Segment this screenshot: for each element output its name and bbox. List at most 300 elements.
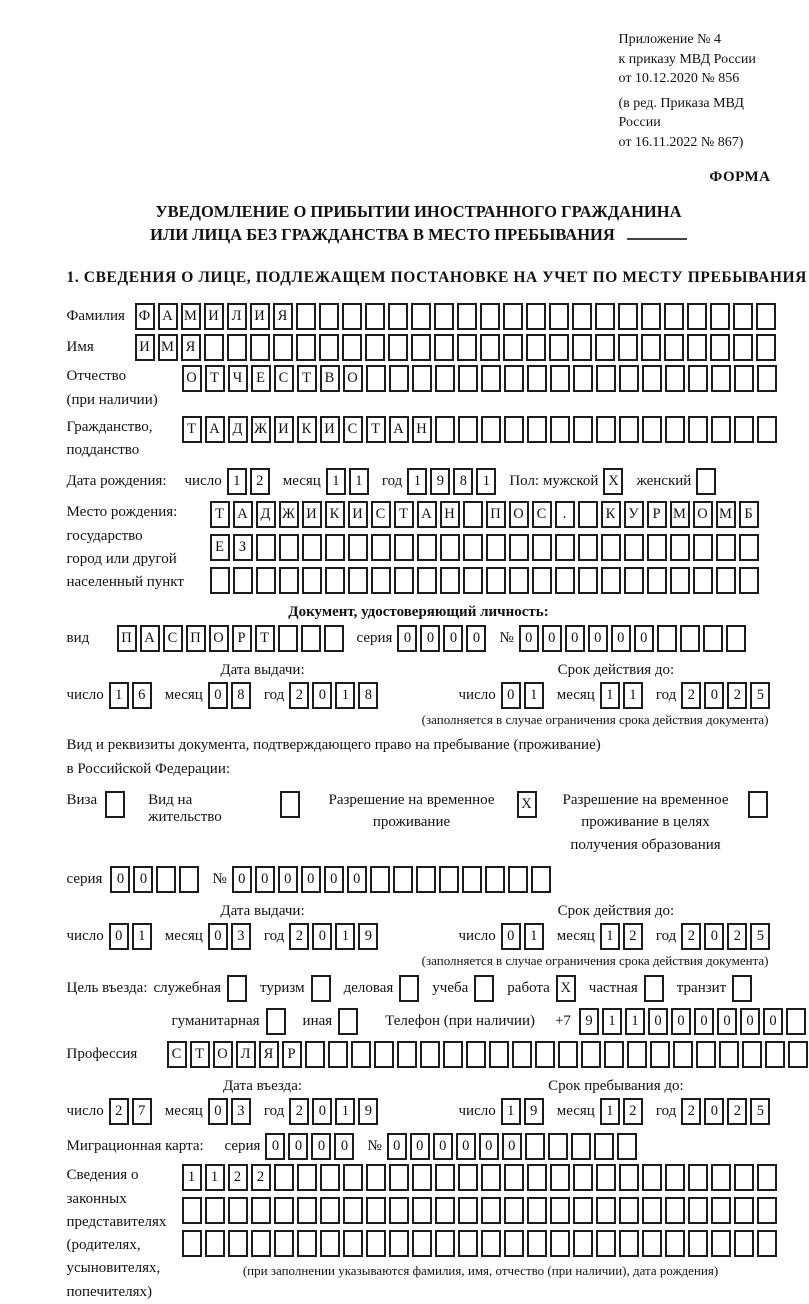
char-box[interactable]: Я bbox=[181, 334, 201, 361]
char-box[interactable] bbox=[503, 303, 523, 330]
char-box[interactable]: 0 bbox=[704, 923, 724, 950]
char-box[interactable] bbox=[348, 534, 368, 561]
char-box[interactable]: 1 bbox=[625, 1008, 645, 1035]
char-box[interactable] bbox=[435, 416, 455, 443]
char-box[interactable] bbox=[527, 416, 547, 443]
char-box[interactable] bbox=[733, 303, 753, 330]
char-box[interactable] bbox=[274, 1230, 294, 1257]
char-box[interactable]: 0 bbox=[109, 923, 129, 950]
char-box[interactable] bbox=[532, 567, 552, 594]
char-box[interactable] bbox=[647, 567, 667, 594]
char-box[interactable] bbox=[526, 334, 546, 361]
char-box[interactable]: 1 bbox=[600, 682, 620, 709]
char-box[interactable] bbox=[641, 334, 661, 361]
char-box[interactable] bbox=[204, 334, 224, 361]
char-box[interactable]: И bbox=[302, 501, 322, 528]
char-box[interactable] bbox=[434, 334, 454, 361]
char-box[interactable] bbox=[411, 334, 431, 361]
char-box[interactable]: 0 bbox=[208, 682, 228, 709]
char-box[interactable] bbox=[486, 534, 506, 561]
char-box[interactable]: Ж bbox=[251, 416, 271, 443]
char-box[interactable]: С bbox=[274, 365, 294, 392]
char-box[interactable] bbox=[572, 334, 592, 361]
char-box[interactable] bbox=[388, 303, 408, 330]
char-box[interactable] bbox=[435, 1197, 455, 1224]
char-box[interactable] bbox=[366, 1164, 386, 1191]
char-box[interactable] bbox=[687, 334, 707, 361]
char-box[interactable]: 0 bbox=[278, 866, 298, 893]
char-box[interactable] bbox=[550, 1230, 570, 1257]
char-box[interactable] bbox=[594, 1133, 614, 1160]
char-box[interactable]: 1 bbox=[600, 923, 620, 950]
char-box[interactable]: А bbox=[389, 416, 409, 443]
char-box[interactable] bbox=[627, 1041, 647, 1068]
char-box[interactable] bbox=[647, 534, 667, 561]
char-box[interactable] bbox=[481, 365, 501, 392]
char-box[interactable] bbox=[573, 365, 593, 392]
char-box[interactable] bbox=[555, 567, 575, 594]
char-box[interactable] bbox=[550, 365, 570, 392]
char-box[interactable] bbox=[527, 365, 547, 392]
char-box[interactable] bbox=[251, 1230, 271, 1257]
char-box[interactable] bbox=[462, 866, 482, 893]
char-box[interactable] bbox=[394, 534, 414, 561]
char-box[interactable] bbox=[711, 1197, 731, 1224]
char-box[interactable] bbox=[302, 534, 322, 561]
char-box[interactable]: 1 bbox=[602, 1008, 622, 1035]
char-box[interactable]: Р bbox=[647, 501, 667, 528]
char-box[interactable]: 2 bbox=[228, 1164, 248, 1191]
char-box[interactable] bbox=[596, 365, 616, 392]
char-box[interactable] bbox=[366, 1197, 386, 1224]
char-box[interactable] bbox=[531, 866, 551, 893]
char-box[interactable]: 0 bbox=[312, 1098, 332, 1125]
char-box[interactable]: X bbox=[556, 975, 576, 1002]
char-box[interactable] bbox=[548, 1133, 568, 1160]
char-box[interactable] bbox=[549, 303, 569, 330]
char-box[interactable]: 0 bbox=[443, 625, 463, 652]
char-box[interactable]: 0 bbox=[311, 1133, 331, 1160]
char-box[interactable] bbox=[311, 975, 331, 1002]
char-box[interactable]: 0 bbox=[232, 866, 252, 893]
char-box[interactable] bbox=[351, 1041, 371, 1068]
char-box[interactable] bbox=[389, 1164, 409, 1191]
char-box[interactable] bbox=[156, 866, 176, 893]
char-box[interactable] bbox=[617, 1133, 637, 1160]
char-box[interactable]: 2 bbox=[109, 1098, 129, 1125]
char-box[interactable] bbox=[489, 1041, 509, 1068]
char-box[interactable] bbox=[301, 625, 321, 652]
char-box[interactable]: 9 bbox=[524, 1098, 544, 1125]
char-box[interactable] bbox=[512, 1041, 532, 1068]
char-box[interactable]: 0 bbox=[324, 866, 344, 893]
char-box[interactable] bbox=[179, 866, 199, 893]
char-box[interactable]: 0 bbox=[565, 625, 585, 652]
char-box[interactable]: 1 bbox=[501, 1098, 521, 1125]
char-box[interactable] bbox=[342, 334, 362, 361]
char-box[interactable]: И bbox=[135, 334, 155, 361]
char-box[interactable] bbox=[765, 1041, 785, 1068]
char-box[interactable]: 2 bbox=[727, 1098, 747, 1125]
char-box[interactable] bbox=[624, 534, 644, 561]
char-box[interactable]: 0 bbox=[410, 1133, 430, 1160]
char-box[interactable] bbox=[596, 416, 616, 443]
char-box[interactable] bbox=[182, 1230, 202, 1257]
char-box[interactable]: Т bbox=[190, 1041, 210, 1068]
char-box[interactable]: 0 bbox=[208, 923, 228, 950]
char-box[interactable] bbox=[439, 866, 459, 893]
char-box[interactable]: Т bbox=[297, 365, 317, 392]
char-box[interactable] bbox=[343, 1230, 363, 1257]
char-box[interactable]: 9 bbox=[430, 468, 450, 495]
char-box[interactable] bbox=[274, 1164, 294, 1191]
char-box[interactable]: З bbox=[233, 534, 253, 561]
char-box[interactable] bbox=[688, 365, 708, 392]
char-box[interactable] bbox=[673, 1041, 693, 1068]
char-box[interactable] bbox=[696, 1041, 716, 1068]
char-box[interactable] bbox=[365, 303, 385, 330]
char-box[interactable] bbox=[665, 1197, 685, 1224]
char-box[interactable] bbox=[504, 1197, 524, 1224]
char-box[interactable]: 1 bbox=[227, 468, 247, 495]
char-box[interactable]: К bbox=[297, 416, 317, 443]
char-box[interactable]: 2 bbox=[727, 923, 747, 950]
char-box[interactable] bbox=[328, 1041, 348, 1068]
char-box[interactable] bbox=[657, 625, 677, 652]
char-box[interactable] bbox=[710, 303, 730, 330]
char-box[interactable] bbox=[389, 1230, 409, 1257]
char-box[interactable]: Ч bbox=[228, 365, 248, 392]
char-box[interactable] bbox=[786, 1008, 806, 1035]
char-box[interactable] bbox=[366, 365, 386, 392]
char-box[interactable] bbox=[266, 1008, 286, 1035]
char-box[interactable] bbox=[320, 1164, 340, 1191]
char-box[interactable]: М bbox=[181, 303, 201, 330]
char-box[interactable] bbox=[371, 567, 391, 594]
char-box[interactable] bbox=[703, 625, 723, 652]
char-box[interactable]: 0 bbox=[301, 866, 321, 893]
char-box[interactable] bbox=[486, 567, 506, 594]
char-box[interactable]: 1 bbox=[335, 1098, 355, 1125]
char-box[interactable] bbox=[435, 1230, 455, 1257]
char-box[interactable] bbox=[757, 1230, 777, 1257]
char-box[interactable] bbox=[412, 365, 432, 392]
char-box[interactable] bbox=[581, 1041, 601, 1068]
char-box[interactable]: 0 bbox=[347, 866, 367, 893]
char-box[interactable] bbox=[526, 303, 546, 330]
char-box[interactable]: 0 bbox=[501, 923, 521, 950]
char-box[interactable] bbox=[734, 365, 754, 392]
char-box[interactable] bbox=[458, 365, 478, 392]
char-box[interactable] bbox=[527, 1230, 547, 1257]
char-box[interactable] bbox=[619, 365, 639, 392]
char-box[interactable]: Н bbox=[412, 416, 432, 443]
char-box[interactable] bbox=[757, 365, 777, 392]
char-box[interactable] bbox=[397, 1041, 417, 1068]
char-box[interactable] bbox=[618, 334, 638, 361]
char-box[interactable] bbox=[466, 1041, 486, 1068]
char-box[interactable] bbox=[227, 975, 247, 1002]
char-box[interactable]: 0 bbox=[634, 625, 654, 652]
char-box[interactable] bbox=[256, 567, 276, 594]
char-box[interactable] bbox=[734, 1164, 754, 1191]
char-box[interactable] bbox=[480, 303, 500, 330]
char-box[interactable]: 0 bbox=[740, 1008, 760, 1035]
char-box[interactable] bbox=[642, 416, 662, 443]
char-box[interactable] bbox=[642, 1164, 662, 1191]
char-box[interactable] bbox=[739, 567, 759, 594]
char-box[interactable]: И bbox=[204, 303, 224, 330]
char-box[interactable] bbox=[525, 1133, 545, 1160]
char-box[interactable] bbox=[555, 534, 575, 561]
char-box[interactable] bbox=[504, 365, 524, 392]
char-box[interactable]: Ж bbox=[279, 501, 299, 528]
char-box[interactable]: 1 bbox=[109, 682, 129, 709]
char-box[interactable]: 0 bbox=[288, 1133, 308, 1160]
char-box[interactable] bbox=[319, 303, 339, 330]
char-box[interactable] bbox=[412, 1197, 432, 1224]
char-box[interactable]: 0 bbox=[433, 1133, 453, 1160]
char-box[interactable] bbox=[343, 1164, 363, 1191]
char-box[interactable]: Е bbox=[251, 365, 271, 392]
char-box[interactable]: 9 bbox=[358, 923, 378, 950]
char-box[interactable]: 0 bbox=[502, 1133, 522, 1160]
char-box[interactable]: М bbox=[670, 501, 690, 528]
char-box[interactable]: 1 bbox=[407, 468, 427, 495]
char-box[interactable]: 0 bbox=[110, 866, 130, 893]
char-box[interactable] bbox=[624, 567, 644, 594]
char-box[interactable] bbox=[343, 1197, 363, 1224]
char-box[interactable]: 7 bbox=[132, 1098, 152, 1125]
char-box[interactable]: С bbox=[343, 416, 363, 443]
char-box[interactable] bbox=[665, 416, 685, 443]
char-box[interactable] bbox=[572, 303, 592, 330]
char-box[interactable]: 2 bbox=[289, 923, 309, 950]
char-box[interactable]: 0 bbox=[420, 625, 440, 652]
char-box[interactable] bbox=[601, 567, 621, 594]
char-box[interactable]: 2 bbox=[681, 1098, 701, 1125]
char-box[interactable] bbox=[550, 1197, 570, 1224]
char-box[interactable]: 0 bbox=[519, 625, 539, 652]
char-box[interactable] bbox=[670, 567, 690, 594]
char-box[interactable]: Д bbox=[228, 416, 248, 443]
char-box[interactable]: А bbox=[158, 303, 178, 330]
char-box[interactable]: С bbox=[532, 501, 552, 528]
char-box[interactable]: Т bbox=[205, 365, 225, 392]
char-box[interactable] bbox=[642, 1230, 662, 1257]
char-box[interactable] bbox=[233, 567, 253, 594]
char-box[interactable]: И bbox=[250, 303, 270, 330]
char-box[interactable] bbox=[388, 334, 408, 361]
char-box[interactable] bbox=[733, 334, 753, 361]
char-box[interactable]: 2 bbox=[250, 468, 270, 495]
char-box[interactable] bbox=[710, 334, 730, 361]
char-box[interactable]: 0 bbox=[648, 1008, 668, 1035]
char-box[interactable] bbox=[688, 1230, 708, 1257]
char-box[interactable] bbox=[435, 1164, 455, 1191]
char-box[interactable]: 0 bbox=[255, 866, 275, 893]
char-box[interactable]: Л bbox=[227, 303, 247, 330]
char-box[interactable] bbox=[734, 1197, 754, 1224]
char-box[interactable]: 1 bbox=[623, 682, 643, 709]
char-box[interactable] bbox=[348, 567, 368, 594]
char-box[interactable] bbox=[734, 1230, 754, 1257]
char-box[interactable]: О bbox=[213, 1041, 233, 1068]
char-box[interactable]: 0 bbox=[501, 682, 521, 709]
char-box[interactable] bbox=[205, 1230, 225, 1257]
char-box[interactable]: Т bbox=[255, 625, 275, 652]
char-box[interactable]: О bbox=[343, 365, 363, 392]
char-box[interactable]: Ф bbox=[135, 303, 155, 330]
char-box[interactable] bbox=[389, 365, 409, 392]
char-box[interactable] bbox=[305, 1041, 325, 1068]
char-box[interactable]: 1 bbox=[205, 1164, 225, 1191]
char-box[interactable] bbox=[619, 416, 639, 443]
char-box[interactable]: А bbox=[205, 416, 225, 443]
char-box[interactable] bbox=[688, 1164, 708, 1191]
char-box[interactable]: Л bbox=[236, 1041, 256, 1068]
char-box[interactable]: 5 bbox=[750, 1098, 770, 1125]
char-box[interactable] bbox=[227, 334, 247, 361]
char-box[interactable]: С bbox=[167, 1041, 187, 1068]
char-box[interactable] bbox=[742, 1041, 762, 1068]
char-box[interactable] bbox=[365, 334, 385, 361]
char-box[interactable] bbox=[693, 567, 713, 594]
char-box[interactable] bbox=[687, 303, 707, 330]
char-box[interactable] bbox=[435, 365, 455, 392]
char-box[interactable] bbox=[278, 625, 298, 652]
char-box[interactable] bbox=[280, 791, 300, 818]
char-box[interactable]: 0 bbox=[479, 1133, 499, 1160]
char-box[interactable]: Д bbox=[256, 501, 276, 528]
char-box[interactable] bbox=[696, 468, 716, 495]
char-box[interactable] bbox=[578, 501, 598, 528]
char-box[interactable]: 1 bbox=[600, 1098, 620, 1125]
char-box[interactable]: О bbox=[693, 501, 713, 528]
char-box[interactable]: Б bbox=[739, 501, 759, 528]
char-box[interactable] bbox=[573, 1197, 593, 1224]
char-box[interactable] bbox=[527, 1164, 547, 1191]
char-box[interactable]: 2 bbox=[289, 1098, 309, 1125]
char-box[interactable] bbox=[296, 334, 316, 361]
char-box[interactable] bbox=[596, 1197, 616, 1224]
char-box[interactable] bbox=[664, 303, 684, 330]
char-box[interactable] bbox=[481, 1197, 501, 1224]
char-box[interactable]: 2 bbox=[623, 923, 643, 950]
char-box[interactable]: О bbox=[209, 625, 229, 652]
char-box[interactable] bbox=[443, 1041, 463, 1068]
char-box[interactable] bbox=[504, 1230, 524, 1257]
char-box[interactable]: 0 bbox=[611, 625, 631, 652]
char-box[interactable] bbox=[320, 1197, 340, 1224]
char-box[interactable] bbox=[604, 1041, 624, 1068]
char-box[interactable]: 2 bbox=[623, 1098, 643, 1125]
char-box[interactable] bbox=[650, 1041, 670, 1068]
char-box[interactable]: 1 bbox=[335, 923, 355, 950]
char-box[interactable]: К bbox=[601, 501, 621, 528]
char-box[interactable] bbox=[734, 416, 754, 443]
char-box[interactable] bbox=[325, 534, 345, 561]
char-box[interactable]: 1 bbox=[182, 1164, 202, 1191]
char-box[interactable] bbox=[319, 334, 339, 361]
char-box[interactable] bbox=[389, 1197, 409, 1224]
char-box[interactable]: 1 bbox=[132, 923, 152, 950]
char-box[interactable]: 1 bbox=[349, 468, 369, 495]
char-box[interactable] bbox=[297, 1164, 317, 1191]
char-box[interactable] bbox=[458, 1164, 478, 1191]
char-box[interactable]: Я bbox=[259, 1041, 279, 1068]
char-box[interactable] bbox=[463, 567, 483, 594]
char-box[interactable]: И bbox=[320, 416, 340, 443]
char-box[interactable]: О bbox=[509, 501, 529, 528]
char-box[interactable] bbox=[509, 534, 529, 561]
char-box[interactable] bbox=[274, 1197, 294, 1224]
char-box[interactable] bbox=[279, 567, 299, 594]
char-box[interactable] bbox=[417, 534, 437, 561]
char-box[interactable] bbox=[642, 1197, 662, 1224]
char-box[interactable] bbox=[665, 365, 685, 392]
char-box[interactable] bbox=[601, 534, 621, 561]
char-box[interactable] bbox=[664, 334, 684, 361]
char-box[interactable]: 1 bbox=[326, 468, 346, 495]
char-box[interactable] bbox=[748, 791, 768, 818]
char-box[interactable] bbox=[596, 1164, 616, 1191]
char-box[interactable] bbox=[619, 1197, 639, 1224]
char-box[interactable]: 1 bbox=[524, 682, 544, 709]
char-box[interactable]: А bbox=[417, 501, 437, 528]
char-box[interactable]: 0 bbox=[588, 625, 608, 652]
char-box[interactable]: П bbox=[117, 625, 137, 652]
char-box[interactable] bbox=[205, 1197, 225, 1224]
char-box[interactable] bbox=[273, 334, 293, 361]
char-box[interactable]: 2 bbox=[251, 1164, 271, 1191]
char-box[interactable]: 6 bbox=[132, 682, 152, 709]
char-box[interactable] bbox=[558, 1041, 578, 1068]
char-box[interactable]: Т bbox=[394, 501, 414, 528]
char-box[interactable] bbox=[527, 1197, 547, 1224]
char-box[interactable]: 2 bbox=[681, 923, 701, 950]
char-box[interactable] bbox=[320, 1230, 340, 1257]
char-box[interactable] bbox=[457, 334, 477, 361]
char-box[interactable] bbox=[457, 303, 477, 330]
char-box[interactable] bbox=[788, 1041, 808, 1068]
char-box[interactable]: X bbox=[517, 791, 537, 818]
char-box[interactable] bbox=[474, 975, 494, 1002]
char-box[interactable] bbox=[756, 303, 776, 330]
char-box[interactable]: К bbox=[325, 501, 345, 528]
char-box[interactable] bbox=[302, 567, 322, 594]
char-box[interactable] bbox=[726, 625, 746, 652]
char-box[interactable]: Р bbox=[282, 1041, 302, 1068]
char-box[interactable]: С bbox=[163, 625, 183, 652]
char-box[interactable]: А bbox=[233, 501, 253, 528]
char-box[interactable] bbox=[711, 416, 731, 443]
char-box[interactable]: 0 bbox=[704, 682, 724, 709]
char-box[interactable] bbox=[670, 534, 690, 561]
char-box[interactable] bbox=[279, 534, 299, 561]
char-box[interactable] bbox=[550, 1164, 570, 1191]
char-box[interactable]: 0 bbox=[456, 1133, 476, 1160]
char-box[interactable] bbox=[297, 1230, 317, 1257]
char-box[interactable] bbox=[688, 416, 708, 443]
char-box[interactable] bbox=[619, 1230, 639, 1257]
char-box[interactable] bbox=[532, 534, 552, 561]
char-box[interactable]: 0 bbox=[704, 1098, 724, 1125]
char-box[interactable] bbox=[595, 303, 615, 330]
char-box[interactable] bbox=[228, 1230, 248, 1257]
char-box[interactable] bbox=[680, 625, 700, 652]
char-box[interactable] bbox=[105, 791, 125, 818]
